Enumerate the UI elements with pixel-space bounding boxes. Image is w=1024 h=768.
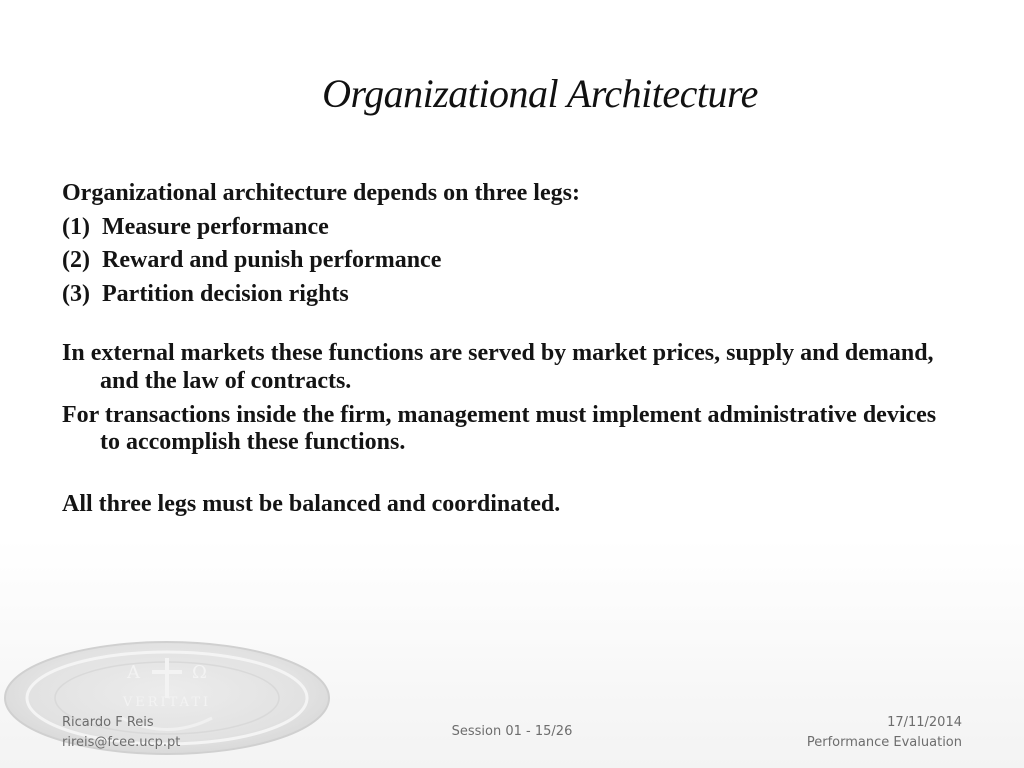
leg-number: (2) (62, 247, 90, 274)
leg-item-2 (62, 247, 942, 275)
conclusion-text: All three legs must be balanced and coordinated. (62, 490, 561, 517)
footer-author-block (62, 713, 180, 753)
leg-text: Partition decision rights (102, 280, 349, 307)
slide-body (62, 180, 942, 524)
leg-item-1 (62, 214, 942, 242)
intro-text: Organizational architecture depends on three legs: (62, 180, 580, 206)
paragraph-inside-firm: For transactions inside the firm, management must implement administrative devices to accomplish these functions. (62, 401, 937, 456)
leg-number: (1) (62, 213, 90, 240)
leg-number: (3) (62, 280, 90, 307)
footer-email: rireis@fcee.ucp.pt (62, 735, 181, 750)
spacer (62, 463, 942, 491)
svg-text:Ω: Ω (192, 662, 207, 683)
footer-session: Session 01 - 15/26 (451, 724, 573, 739)
paragraph-external-markets: In external markets these functions are served by market prices, supply and demand, and the law of contracts. (62, 340, 934, 394)
leg-item-3 (62, 281, 942, 309)
footer-date-block (807, 713, 962, 753)
spacer (62, 314, 942, 340)
footer-course: Performance Evaluation (806, 735, 962, 750)
footer-author: Ricardo F Reis (62, 715, 154, 730)
svg-text:VERITATI: VERITATI (122, 695, 212, 710)
footer-date: 17/11/2014 (887, 715, 962, 730)
leg-text: Measure performance (102, 213, 329, 240)
slide-title: Organizational Architecture (322, 71, 758, 116)
leg-text: Reward and punish performance (102, 247, 442, 274)
svg-text:Α: Α (127, 662, 140, 683)
